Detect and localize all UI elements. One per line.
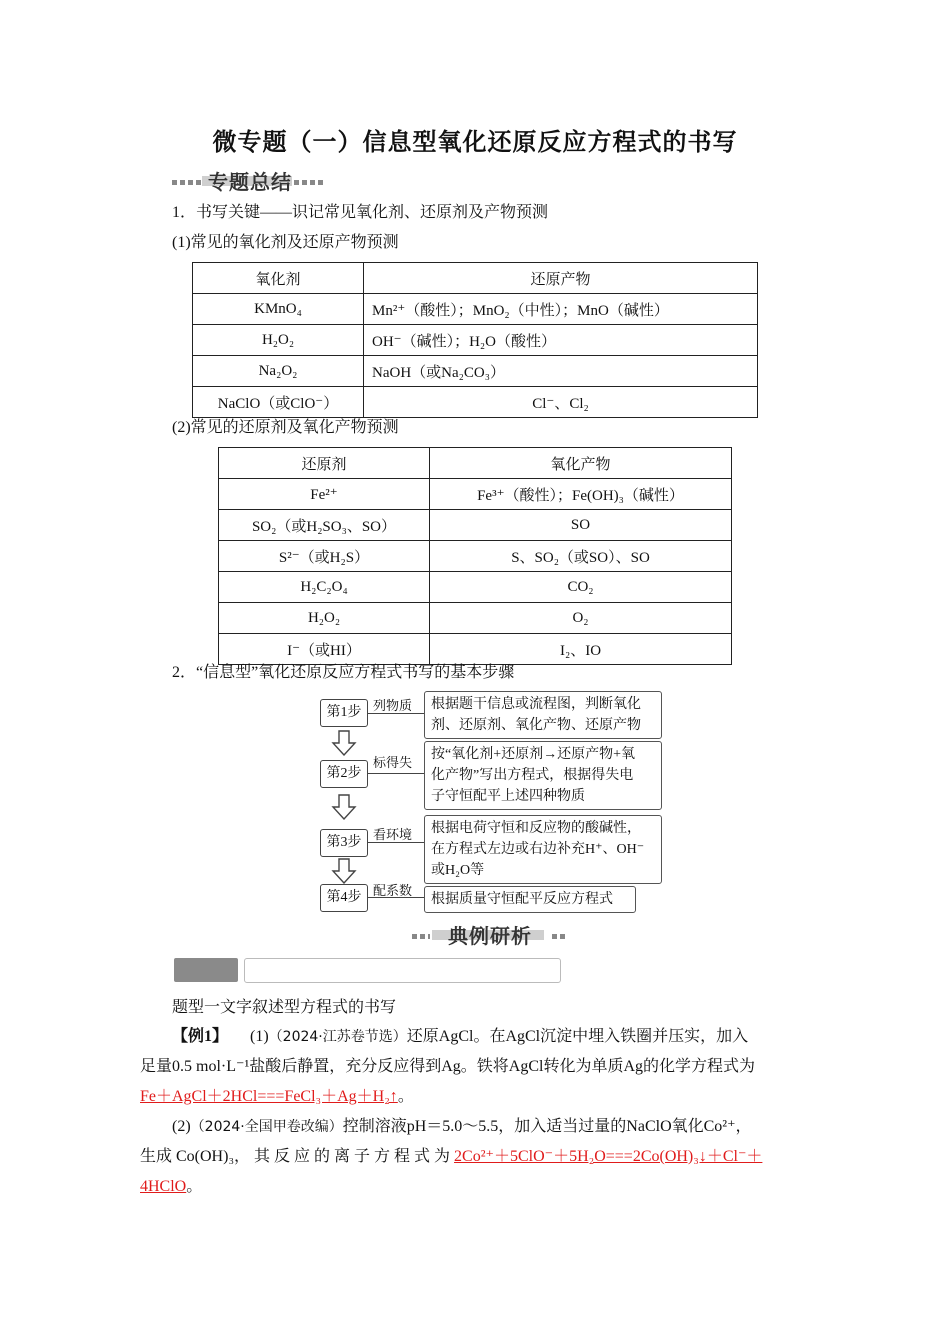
table-row xyxy=(193,294,758,325)
step-2-box: 第2步 xyxy=(320,760,368,788)
oxidant-table xyxy=(192,262,758,418)
table-cell: S²⁻（或H₂S） xyxy=(219,541,430,572)
table-row xyxy=(219,603,732,634)
table-row xyxy=(193,263,758,294)
table-row xyxy=(193,387,758,418)
example-1-part-1: 【例1】 (1)（2024·江苏卷节选）还原AgCl。在AgCl沉淀中埋入铁圈并压实，加入 足量0.5 mol·L⁻¹盐酸后静置，充分反应得到Ag。铁将AgCl转化为单质Ag的化学方程式为 Fe＋AgCl＋2HCl===FeCl₃＋Ag＋H₂↑。 xyxy=(140,1028,756,1105)
step-4-label: 配系数 xyxy=(373,883,413,898)
answer-1: Fe＋AgCl＋2HCl===FeCl₃＋Ag＋H₂↑ xyxy=(140,1088,398,1105)
step-3-desc: 根据电荷守恒和反应物的酸碱性， 在方程式左边或右边补充H⁺、OH⁻ 或H₂O等 xyxy=(424,815,662,884)
step-1-label: 列物质 xyxy=(373,698,413,713)
step-4-desc: 根据质量守恒配平反应方程式 xyxy=(424,886,636,913)
down-arrow-icon xyxy=(331,858,357,884)
table-cell: I₂、IO xyxy=(430,634,732,665)
table-cell: CO₂ xyxy=(430,572,732,603)
down-arrow-icon xyxy=(331,794,357,820)
table-row xyxy=(219,541,732,572)
type-heading: 题型一文字叙述型方程式的书写 xyxy=(172,999,397,1016)
step-1-box: 第1步 xyxy=(320,699,368,727)
table-row xyxy=(219,510,732,541)
step-2-label: 标得失 xyxy=(373,755,413,770)
source-tag: （2024·全国甲卷改编） xyxy=(190,1119,343,1135)
section-banner-examples xyxy=(412,920,572,946)
table-cell: NaClO（或ClO⁻） xyxy=(193,387,364,418)
step-3-label: 看环境 xyxy=(373,827,413,842)
table-cell: Mn²⁺（酸性）；MnO₂（中性）；MnO（碱性） xyxy=(364,294,758,325)
table-header: 氧化剂 xyxy=(193,263,364,294)
example-tab-field xyxy=(244,958,561,983)
step-2-desc: 按“氧化剂+还原剂→还原产物+氧 化产物”写出方程式，根据得失电 子守恒配平上述四种物质 xyxy=(424,741,662,810)
table-cell: Fe²⁺ xyxy=(219,479,430,510)
section-banner-summary xyxy=(172,166,332,192)
table-row xyxy=(193,325,758,356)
step-4-box: 第4步 xyxy=(320,884,368,912)
table-cell: Fe³⁺（酸性）；Fe(OH)₃（碱性） xyxy=(430,479,732,510)
example-tab-marker xyxy=(174,958,238,982)
table-cell: H₂O₂ xyxy=(193,325,364,356)
section2-heading: 2．“信息型”氧化还原反应方程式书写的基本步骤 xyxy=(172,664,515,681)
table-header: 还原产物 xyxy=(364,263,758,294)
page-title: 微专题（一）信息型氧化还原反应方程式的书写 xyxy=(212,130,738,156)
step-1-desc: 根据题干信息或流程图，判断氧化 剂、还原剂、氧化产物、还原产物 xyxy=(424,691,662,739)
table-row xyxy=(219,448,732,479)
table-cell: I⁻（或HI） xyxy=(219,634,430,665)
down-arrow-icon xyxy=(331,730,357,756)
table-cell: S、SO₂（或SO）、SO xyxy=(430,541,732,572)
table-row xyxy=(219,634,732,665)
source-tag: （2024·江苏卷节选） xyxy=(268,1029,407,1045)
table-row xyxy=(219,572,732,603)
reductant-table xyxy=(218,447,732,665)
table-row xyxy=(219,479,732,510)
table-cell: SO xyxy=(430,510,732,541)
banner-examples-label: 典例研析 xyxy=(448,926,532,948)
table-cell: O₂ xyxy=(430,603,732,634)
answer-2b: 4HClO xyxy=(140,1178,187,1195)
table-cell: NaOH（或Na₂CO₃） xyxy=(364,356,758,387)
example-1-part-2: (2)（2024·全国甲卷改编）控制溶液pH＝5.0～5.5，加入适当过量的NaClO氧化Co²⁺， 生成 Co(OH)₃， 其 反 应 的 离 子 方 程 式 为 2Co²⁺＋5ClO⁻＋5H₂O===2Co(OH)₃↓＋Cl⁻＋ 4HClO。 xyxy=(140,1118,763,1195)
answer-2a: 2Co²⁺＋5ClO⁻＋5H₂O===2Co(OH)₃↓＋Cl⁻＋ xyxy=(454,1148,763,1165)
banner-summary-label: 专题总结 xyxy=(208,172,292,194)
table2-caption: (2)常见的还原剂及氧化产物预测 xyxy=(172,419,399,436)
table-cell: Cl⁻、Cl₂ xyxy=(364,387,758,418)
table-cell: Na₂O₂ xyxy=(193,356,364,387)
section1-heading: 1．书写关键——识记常见氧化剂、还原剂及产物预测 xyxy=(172,204,549,221)
example-label: 【例1】 xyxy=(172,1028,229,1045)
table-cell: H₂C₂O₄ xyxy=(219,572,430,603)
step-3-box: 第3步 xyxy=(320,829,368,857)
table-cell: H₂O₂ xyxy=(219,603,430,634)
table-row xyxy=(193,356,758,387)
table1-caption: (1)常见的氧化剂及还原产物预测 xyxy=(172,234,399,251)
table-header: 氧化产物 xyxy=(430,448,732,479)
table-cell: SO₂（或H₂SO₃、SO） xyxy=(219,510,430,541)
table-cell: KMnO₄ xyxy=(193,294,364,325)
table-cell: OH⁻（碱性）；H₂O（酸性） xyxy=(364,325,758,356)
table-header: 还原剂 xyxy=(219,448,430,479)
